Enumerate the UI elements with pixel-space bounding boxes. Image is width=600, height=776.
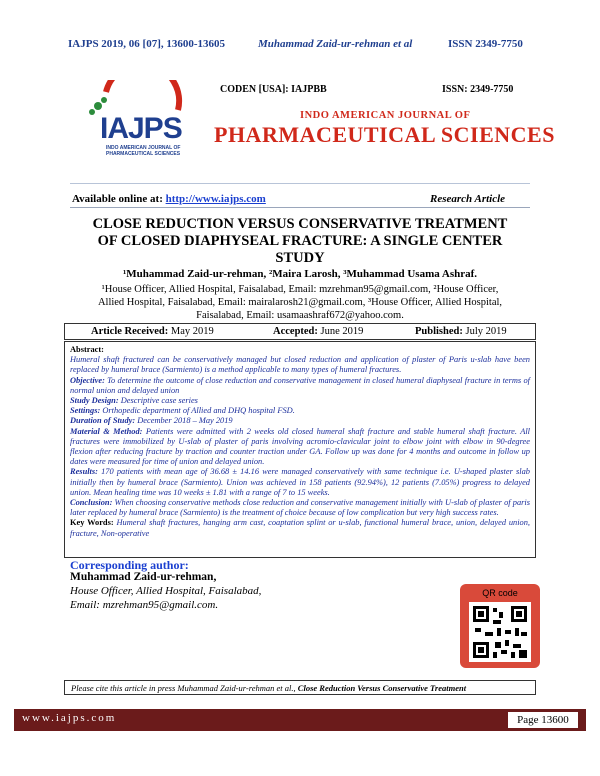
abstract-keywords: Humeral shaft fractures, hanging arm cast, coaptation splint or u-slab, functional humeral brace, union, delayed union, fracture, Non-operative [70,518,531,538]
article-type: Research Article [430,193,506,205]
abstract-objective: To determine the outcome of close reduction and conservative management in closed humeral diaphyseal fracture in terms of normal union and delayed union [70,375,530,395]
availability-divider [70,207,530,208]
abstract-intro: Humeral shaft fractured can be conservatively managed but closed reduction and application of plaster of Paris u-slab have been replaced by humeral brace (Sarmiento) is a method applicable to many types of humeral fractures. [70,355,530,375]
authors: ¹Muhammad Zaid-ur-rehman, ²Maira Larosh, ³Muhammad Usama Ashraf. [122,268,478,280]
accepted-date: Accepted: June 2019 [273,326,364,337]
corresponding-heading: Corresponding author: [70,558,189,572]
received-date: Article Received: May 2019 [91,326,214,337]
article-dates [64,323,536,340]
citation-note: Please cite this article in press Muhammad Zaid-ur-rehman et al., Close Reduction Versus Conservative Treatment [64,680,536,695]
abstract-heading: Abstract: [70,345,104,354]
journal-url-link[interactable]: http://www.iajps.com [165,193,266,205]
masthead-issn: ISSN: 2349-7750 [442,84,514,95]
coden: CODEN [USA]: IAJPBB [220,84,327,95]
logo-subtext: INDO AMERICAN JOURNAL OF PHARMACEUTICAL SCIENCES [106,145,181,157]
abstract-box: Abstract: Humeral shaft fractured can be conservatively managed but closed reduction and application of plaster of Paris u-slab have been replaced by humeral brace (Sarmiento) is a method applicable to many types of humeral fractures. Objective: To determine the outcome of close reduction and conservative management in closed humeral diaphyseal fracture in terms of normal union and delayed union Study Design: Descriptive case series Settings: Orthopedic department of Allied and DHQ hospital FSD. Duration of Study: December 2018 – May 2019 Material & Method: Patients were admitted with 2 weeks old closed humeral shaft fracture and stable humeral shaft fracture. All fractures were immobilized by U-slab of plaster of paris involving acromio-clavicular joint to elbow joint with elbow in 90-degree flexion after reducing fracture by traction and counter traction under GA. Follow up was done for 4 months and outcome in follow up dates were measured for time of union and delayed union. Results: 170 patients with mean age of 36.68 ± 14.16 were managed conservatively with same technique i.e. U-shaped plaster slab initially then by humeral brace (Sarmiento). Union was achieved in 158 patients (92.94%), 12 patients (7.05%) progress to delayed union. Mean healing time was 10 weeks ± 1.81 with a range of 7 to 15 weeks. Conclusion: When choosing conservative methods close reduction and conservative management initially with U-slab of plaster of paris later replaced by humeral brace (Sarmiento) is the treatment of choice because of low complication but very high success rates. Key Words: Humeral shaft fractures, hanging arm cast, coaptation splint or u-slab, functional humeral brace, union, delayed union, fracture, Non-operative [64,341,536,558]
journal-name-line2: PHARMACEUTICAL SCIENCES [214,122,555,147]
abstract-settings: Orthopedic department of Allied and DHQ hospital FSD. [102,406,295,416]
availability-line [72,193,266,205]
qr-code-label: QR code [482,588,518,598]
availability-label: Available online at: [72,193,163,205]
corresponding-email: Email: mzrehman95@gmail.com. [70,599,219,611]
article-title: CLOSE REDUCTION VERSUS CONSERVATIVE TREATMENT OF CLOSED DIAPHYSEAL FRACTURE: A SINGLE CENTER STUDY [92,216,508,266]
affiliations: ¹House Officer, Allied Hospital, Faisalabad, Email: mzrehman95@gmail.com, ²House Officer, Allied Hospital, Faisalabad, Email: mairalarosh21@gmail.com, ³House Officer, Allied Hospital, Faisalabad, Email: usamaashraf672@yahoo.com. [97,284,503,321]
header-divider [70,183,530,184]
qr-code-icon[interactable] [469,602,531,662]
header-author: Muhammad Zaid-ur-rehman et al [258,38,413,50]
corresponding-name: Muhammad Zaid-ur-rehman, [70,571,217,583]
abstract-results: 170 patients with mean age of 36.68 ± 14.16 were managed conservatively with same technique i.e. U-shaped plaster slab initially then by humeral brace (Sarmiento). Union was achieved in 158 patients (92.94%), 12 patients (7.05%) progress to delayed union. Mean healing time was 10 weeks ± 1.81 with a range of 7 to 15 weeks. [70,467,530,497]
page-number: Page 13600 [508,712,578,728]
journal-name-line1: INDO AMERICAN JOURNAL OF [300,110,471,121]
corresponding-affiliation: House Officer, Allied Hospital, Faisalabad, [70,585,262,597]
abstract-method: Patients were admitted with 2 weeks old closed humeral shaft fracture and stable humeral shaft fracture. All fractures were immobilized by U-slab of plaster of paris involving acromio-clavicular joint to elbow joint with elbow in 90-degree flexion after reducing fracture by traction and counter traction under GA. Follow up was done for 4 months and outcome in follow up dates were measured for time of union and delayed union. [70,426,531,467]
footer-url[interactable]: www.iajps.com [22,712,117,724]
abstract-design: Descriptive case series [120,396,198,406]
header-issn: ISSN 2349-7750 [448,38,523,50]
header-citation: IAJPS 2019, 06 [07], 13600-13605 [68,38,226,50]
published-date: Published: July 2019 [415,326,507,337]
logo-text: IAJPS [100,112,182,145]
abstract-duration: December 2018 – May 2019 [137,416,233,426]
abstract-conclusion: When choosing conservative methods close reduction and conservative management initially with U-slab of plaster of paris later replaced by humeral brace (Sarmiento) is the treatment of choice because of low complication but very high success rates. [70,498,531,518]
qr-code-panel [460,584,540,668]
